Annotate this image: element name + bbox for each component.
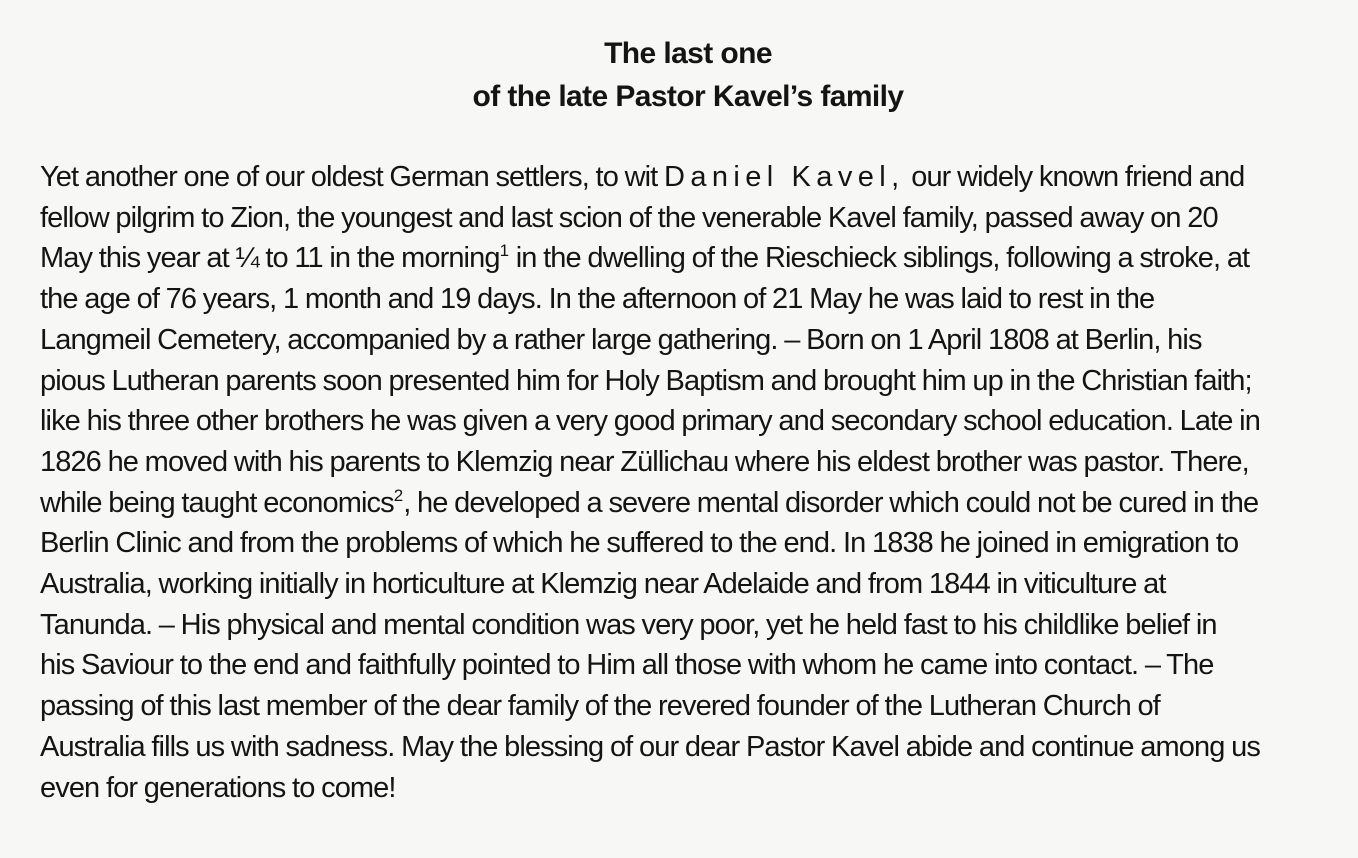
footnote-marker-1: 1 bbox=[499, 241, 510, 261]
footnote-marker-2: 2 bbox=[393, 485, 404, 505]
body-line: Berlin Clinic and from the problems of which he suffered to the end. In 1838 he joined in emigration to bbox=[40, 527, 1239, 560]
body-line: the age of 76 years, 1 month and 19 days. In the afternoon of 21 May he was laid to rest in the bbox=[40, 283, 1155, 316]
text-run: , he developed a severe mental disorder which could not be cured in the bbox=[403, 486, 1259, 519]
title-line-2: of the late Pastor Kavel’s family bbox=[472, 80, 904, 113]
text-run: Yet another one of our oldest German settlers, to wit bbox=[40, 161, 664, 193]
body-line bbox=[40, 157, 1340, 198]
body-line: Langmeil Cemetery, accompanied by a rather large gathering. – Born on 1 April 1808 at Berlin, his bbox=[40, 323, 1202, 356]
body-line bbox=[40, 238, 1340, 279]
article-body bbox=[40, 157, 1340, 808]
spaced-name: Daniel Kavel, bbox=[663, 161, 905, 193]
text-run: while being taught economics bbox=[40, 486, 394, 519]
body-line: even for generations to come! bbox=[40, 771, 396, 804]
body-line: 1826 he moved with his parents to Klemzig near Züllichau where his eldest brother was pastor. There, bbox=[40, 445, 1249, 478]
title-line-1: The last one bbox=[604, 37, 772, 70]
text-run: in the dwelling of the Rieschieck siblings, following a stroke, at bbox=[509, 242, 1250, 275]
body-line: Australia fills us with sadness. May the blessing of our dear Pastor Kavel abide and continue among us bbox=[40, 730, 1260, 763]
body-line: like his three other brothers he was given a very good primary and secondary school education. Late in bbox=[40, 405, 1260, 438]
body-line: passing of this last member of the dear family of the revered founder of the Lutheran Church of bbox=[40, 690, 1160, 723]
body-line: Australia, working initially in horticulture at Klemzig near Adelaide and from 1844 in viticulture at bbox=[40, 568, 1166, 601]
text-run: May this year at ¼ to 11 in the morning bbox=[40, 242, 500, 275]
body-line bbox=[40, 483, 1340, 524]
body-line: Tanunda. – His physical and mental condition was very poor, yet he held fast to his childlike belief in bbox=[40, 608, 1217, 641]
article-title bbox=[0, 32, 1358, 118]
text-run: our widely known friend and bbox=[904, 161, 1245, 193]
body-line: his Saviour to the end and faithfully pointed to Him all those with whom he came into contact. – The bbox=[40, 649, 1214, 682]
body-line: pious Lutheran parents soon presented him for Holy Baptism and brought him up in the Christian faith; bbox=[40, 364, 1252, 397]
body-line: fellow pilgrim to Zion, the youngest and last scion of the venerable Kavel family, passed away on 20 bbox=[40, 201, 1218, 234]
